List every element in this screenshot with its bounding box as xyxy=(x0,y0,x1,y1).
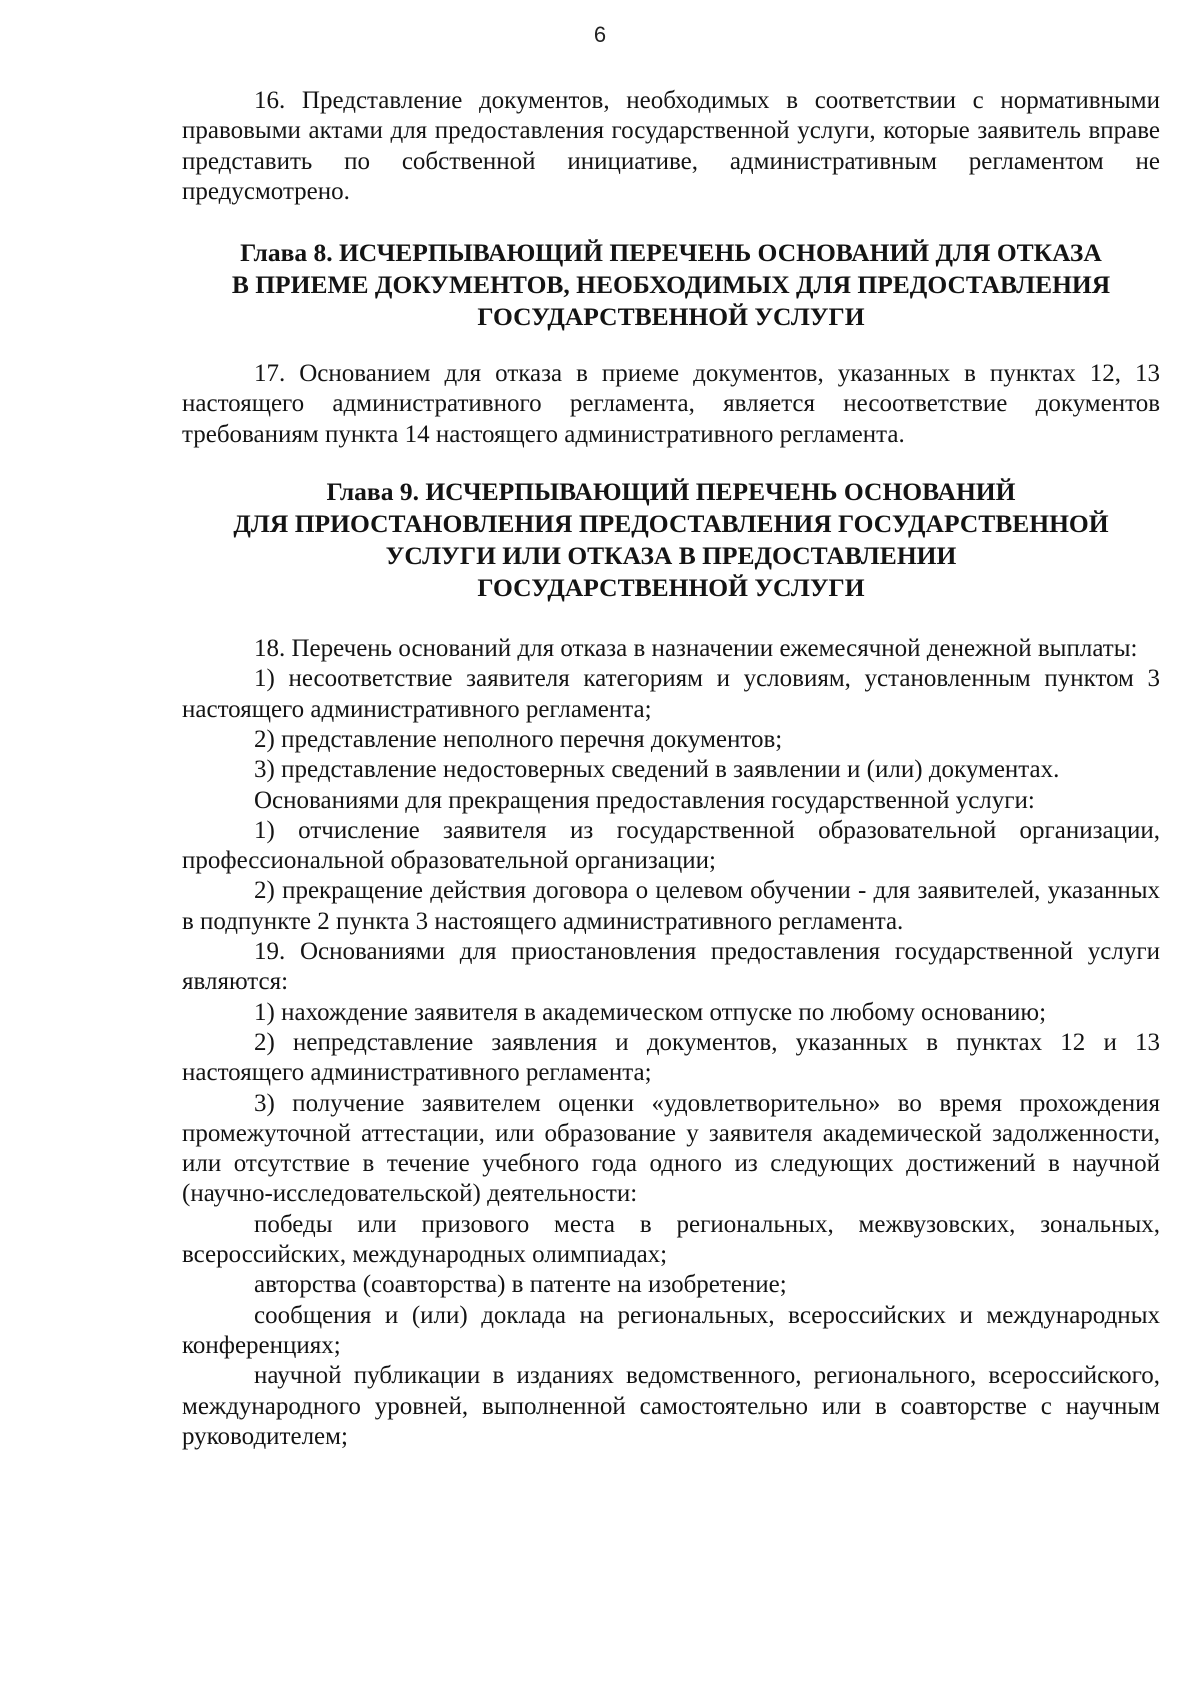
paragraph-19-item-2: 2) непредставление заявления и документов, указанных в пунктах 12 и 13 настоящего административного регламента; xyxy=(182,1028,1160,1087)
achievement-publication: научной публикации в изданиях ведомственного, регионального, всероссийского, международного уровней, выполненной самостоятельно или в соавторстве с научным руководителем; xyxy=(182,1362,1160,1450)
chapter-8-heading xyxy=(182,237,1160,333)
paragraph-18-item-3: 3) представление недостоверных сведений в заявлении и (или) документах. xyxy=(254,756,1060,784)
chapter-9-heading-line-3: УСЛУГИ ИЛИ ОТКАЗА В ПРЕДОСТАВЛЕНИИ xyxy=(385,541,957,571)
spacer xyxy=(182,333,1160,359)
achievement-olympiads: победы или призового места в региональных, межвузовских, зональных, всероссийских, международных олимпиадах; xyxy=(182,1210,1160,1269)
spacer xyxy=(182,604,1160,634)
termination-item-1: 1) отчисление заявителя из государственной образовательной организации, профессиональной образовательной организации; xyxy=(182,816,1160,875)
page-number: 6 xyxy=(593,22,607,47)
paragraph-19-item-1: 1) нахождение заявителя в академическом отпуске по любому основанию; xyxy=(254,998,1047,1026)
chapter-8-heading-line-3: ГОСУДАРСТВЕННОЙ УСЛУГИ xyxy=(477,302,865,332)
chapter-8-heading-line-1: Глава 8. ИСЧЕРПЫВАЮЩИЙ ПЕРЕЧЕНЬ ОСНОВАНИЙ ДЛЯ ОТКАЗА xyxy=(240,238,1102,268)
chapter-9-heading-line-4: ГОСУДАРСТВЕННОЙ УСЛУГИ xyxy=(477,573,865,603)
paragraph-18-intro: 18. Перечень оснований для отказа в назначении ежемесячной денежной выплаты: xyxy=(254,635,1138,663)
paragraph-19-intro: 19. Основаниями для приостановления предоставления государственной услуги являются: xyxy=(182,938,1160,996)
termination-intro: Основаниями для прекращения предоставления государственной услуги: xyxy=(254,786,1035,814)
chapter-9-heading xyxy=(182,476,1160,604)
chapter-9-heading-line-2: ДЛЯ ПРИОСТАНОВЛЕНИЯ ПРЕДОСТАВЛЕНИЯ ГОСУДАРСТВЕННОЙ xyxy=(233,509,1109,539)
paragraph-16: 16. Представление документов, необходимых в соответствии с нормативными правовыми актами для предоставления государственной услуги, которые заявитель вправе представить по собственной инициативе, административным регламентом не предусмотрено. xyxy=(182,87,1160,205)
paragraph-18-item-1: 1) несоответствие заявителя категориям и условиям, установленным пунктом 3 настоящего административного регламента; xyxy=(182,665,1160,723)
document-body xyxy=(182,86,1160,1452)
achievement-conferences: сообщения и (или) доклада на региональных, всероссийских и международных конференциях; xyxy=(182,1301,1160,1359)
paragraph-18-item-2: 2) представление неполного перечня документов; xyxy=(254,725,783,753)
chapter-9-heading-line-1: Глава 9. ИСЧЕРПЫВАЮЩИЙ ПЕРЕЧЕНЬ ОСНОВАНИЙ xyxy=(326,477,1016,507)
spacer xyxy=(182,450,1160,476)
achievement-patent: авторства (соавторства) в патенте на изобретение; xyxy=(254,1271,787,1299)
spacer xyxy=(182,207,1160,237)
paragraph-19-item-3: 3) получение заявителем оценки «удовлетворительно» во время прохождения промежуточной аттестации, или образование у заявителя академической задолженности, или отсутствие в течение учебного года одного из следующих достижений в научной (научно-исследовательской) деятельности: xyxy=(182,1089,1160,1208)
paragraph-17: 17. Основанием для отказа в приеме документов, указанных в пунктах 12, 13 настоящего административного регламента, является несоответствие документов требованиям пункта 14 настоящего административного регламента. xyxy=(182,360,1160,448)
termination-item-2: 2) прекращение действия договора о целевом обучении - для заявителей, указанных в подпункте 2 пункта 3 настоящего административного регламента. xyxy=(182,877,1160,935)
chapter-8-heading-line-2: В ПРИЕМЕ ДОКУМЕНТОВ, НЕОБХОДИМЫХ ДЛЯ ПРЕДОСТАВЛЕНИЯ xyxy=(231,270,1111,300)
